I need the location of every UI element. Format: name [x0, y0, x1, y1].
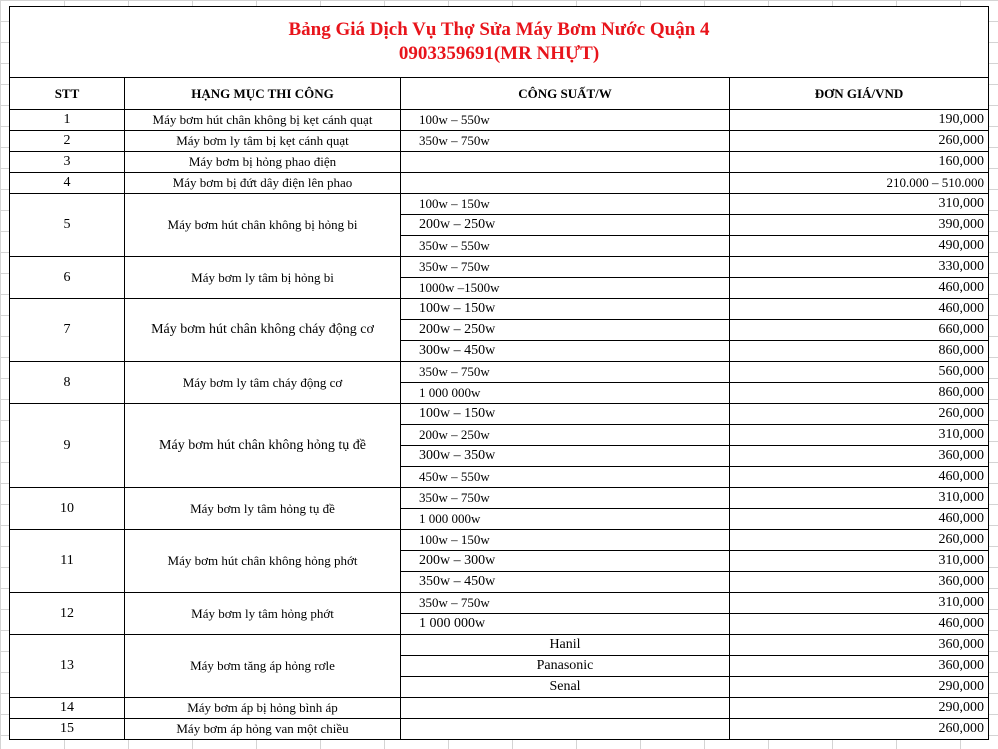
header-item[interactable]: HẠNG MỤC THI CÔNG — [125, 78, 401, 110]
cell-item[interactable]: Máy bơm hút chân không hỏng phớt — [125, 530, 401, 593]
cell-power[interactable]: 100w – 550w — [401, 110, 730, 131]
header-power[interactable]: CÔNG SUẤT/W — [401, 78, 730, 110]
cell-item[interactable]: Máy bơm áp bị hỏng bình áp — [125, 698, 401, 719]
cell-price[interactable]: 460,000 — [730, 614, 989, 635]
cell-price[interactable]: 490,000 — [730, 236, 989, 257]
table-row — [10, 698, 989, 719]
cell-power[interactable]: 1 000 000w — [401, 383, 730, 404]
table-row — [10, 530, 989, 551]
cell-item[interactable]: Máy bơm ly tâm hỏng tụ đề — [125, 488, 401, 530]
cell-power[interactable]: 450w – 550w — [401, 467, 730, 488]
cell-stt[interactable]: 14 — [10, 698, 125, 719]
cell-item[interactable]: Máy bơm hút chân không cháy động cơ — [125, 299, 401, 362]
cell-power[interactable]: 350w – 450w — [401, 572, 730, 593]
cell-power[interactable]: 100w – 150w — [401, 299, 730, 320]
table-row — [10, 362, 989, 383]
cell-stt[interactable]: 9 — [10, 404, 125, 488]
header-stt[interactable]: STT — [10, 78, 125, 110]
table-row — [10, 719, 989, 740]
cell-item[interactable]: Máy bơm hút chân không hỏng tụ đề — [125, 404, 401, 488]
cell-power[interactable]: 100w – 150w — [401, 530, 730, 551]
cell-item[interactable]: Máy bơm tăng áp hỏng rơle — [125, 635, 401, 698]
cell-stt[interactable]: 8 — [10, 362, 125, 404]
table-row — [10, 488, 989, 509]
cell-power[interactable]: 200w – 250w — [401, 425, 730, 446]
cell-stt[interactable]: 5 — [10, 194, 125, 257]
cell-price[interactable]: 310,000 — [730, 194, 989, 215]
cell-price[interactable]: 360,000 — [730, 572, 989, 593]
cell-price[interactable]: 390,000 — [730, 215, 989, 236]
cell-power[interactable] — [401, 698, 730, 719]
cell-power[interactable]: 100w – 150w — [401, 404, 730, 425]
cell-power[interactable]: Hanil — [401, 635, 730, 656]
cell-power[interactable]: 350w – 750w — [401, 488, 730, 509]
table-row — [10, 152, 989, 173]
cell-stt[interactable]: 10 — [10, 488, 125, 530]
cell-price[interactable]: 360,000 — [730, 635, 989, 656]
cell-stt[interactable]: 15 — [10, 719, 125, 740]
table-row — [10, 173, 989, 194]
header-price[interactable]: ĐƠN GIÁ/VND — [730, 78, 989, 110]
cell-power[interactable] — [401, 173, 730, 194]
cell-power[interactable]: Senal — [401, 677, 730, 698]
cell-power[interactable]: 1000w –1500w — [401, 278, 730, 299]
cell-stt[interactable]: 6 — [10, 257, 125, 299]
cell-item[interactable]: Máy bơm ly tâm cháy động cơ — [125, 362, 401, 404]
cell-price[interactable]: 290,000 — [730, 698, 989, 719]
cell-stt[interactable]: 12 — [10, 593, 125, 635]
cell-stt[interactable]: 13 — [10, 635, 125, 698]
cell-price[interactable]: 460,000 — [730, 299, 989, 320]
cell-price[interactable]: 260,000 — [730, 719, 989, 740]
cell-power[interactable]: Panasonic — [401, 656, 730, 677]
cell-power[interactable]: 350w – 550w — [401, 236, 730, 257]
table-row — [10, 110, 989, 131]
cell-power[interactable]: 200w – 250w — [401, 320, 730, 341]
cell-price[interactable]: 310,000 — [730, 551, 989, 572]
cell-price[interactable]: 460,000 — [730, 467, 989, 488]
cell-price[interactable]: 860,000 — [730, 341, 989, 362]
cell-power[interactable] — [401, 152, 730, 173]
cell-item[interactable]: Máy bơm bị hỏng phao điện — [125, 152, 401, 173]
cell-power[interactable]: 100w – 150w — [401, 194, 730, 215]
cell-price[interactable]: 310,000 — [730, 488, 989, 509]
table-row — [10, 593, 989, 614]
cell-stt[interactable]: 3 — [10, 152, 125, 173]
table-body — [10, 110, 989, 740]
cell-item[interactable]: Máy bơm ly tâm bị kẹt cánh quạt — [125, 131, 401, 152]
cell-power[interactable]: 200w – 250w — [401, 215, 730, 236]
cell-power[interactable]: 350w – 750w — [401, 131, 730, 152]
cell-item[interactable]: Máy bơm ly tâm bị hỏng bi — [125, 257, 401, 299]
cell-price[interactable]: 460,000 — [730, 509, 989, 530]
title-cell[interactable] — [10, 7, 989, 78]
cell-power[interactable]: 300w – 450w — [401, 341, 730, 362]
cell-power[interactable]: 200w – 300w — [401, 551, 730, 572]
cell-power[interactable]: 300w – 350w — [401, 446, 730, 467]
table-row — [10, 257, 989, 278]
cell-price[interactable]: 860,000 — [730, 383, 989, 404]
header-row — [10, 78, 989, 110]
cell-price[interactable]: 660,000 — [730, 320, 989, 341]
cell-price[interactable]: 360,000 — [730, 656, 989, 677]
cell-price[interactable]: 360,000 — [730, 446, 989, 467]
price-table-wrapper — [9, 6, 989, 740]
page-title: Bảng Giá Dịch Vụ Thợ Sửa Máy Bơm Nước Quận 4 — [288, 19, 710, 40]
cell-power[interactable]: 350w – 750w — [401, 362, 730, 383]
cell-price[interactable]: 260,000 — [730, 131, 989, 152]
cell-stt[interactable]: 1 — [10, 110, 125, 131]
cell-price[interactable]: 460,000 — [730, 278, 989, 299]
table-row — [10, 404, 989, 425]
cell-price[interactable]: 290,000 — [730, 677, 989, 698]
cell-power[interactable]: 1 000 000w — [401, 509, 730, 530]
cell-item[interactable]: Máy bơm hút chân không bị kẹt cánh quạt — [125, 110, 401, 131]
cell-item[interactable]: Máy bơm bị đứt dây điện lên phao — [125, 173, 401, 194]
cell-item[interactable]: Máy bơm áp hỏng van một chiều — [125, 719, 401, 740]
cell-price[interactable]: 560,000 — [730, 362, 989, 383]
cell-stt[interactable]: 2 — [10, 131, 125, 152]
table-row — [10, 194, 989, 215]
cell-stt[interactable]: 7 — [10, 299, 125, 362]
cell-price[interactable]: 310,000 — [730, 593, 989, 614]
cell-stt[interactable]: 11 — [10, 530, 125, 593]
cell-item[interactable]: Máy bơm hút chân không bị hỏng bi — [125, 194, 401, 257]
cell-price[interactable]: 190,000 — [730, 110, 989, 131]
table-row — [10, 131, 989, 152]
cell-power[interactable] — [401, 719, 730, 740]
cell-stt[interactable]: 4 — [10, 173, 125, 194]
cell-price[interactable]: 330,000 — [730, 257, 989, 278]
contact-phone: 0903359691(MR NHỰT) — [398, 43, 600, 64]
price-table — [9, 6, 989, 740]
title-row — [10, 7, 989, 78]
cell-price[interactable]: 260,000 — [730, 530, 989, 551]
cell-power[interactable]: 350w – 750w — [401, 593, 730, 614]
cell-power[interactable]: 350w – 750w — [401, 257, 730, 278]
table-row — [10, 635, 989, 656]
cell-price[interactable]: 310,000 — [730, 425, 989, 446]
cell-item[interactable]: Máy bơm ly tâm hỏng phớt — [125, 593, 401, 635]
cell-power[interactable]: 1 000 000w — [401, 614, 730, 635]
cell-price[interactable]: 260,000 — [730, 404, 989, 425]
cell-price[interactable]: 210.000 – 510.000 — [730, 173, 989, 194]
table-row — [10, 299, 989, 320]
cell-price[interactable]: 160,000 — [730, 152, 989, 173]
